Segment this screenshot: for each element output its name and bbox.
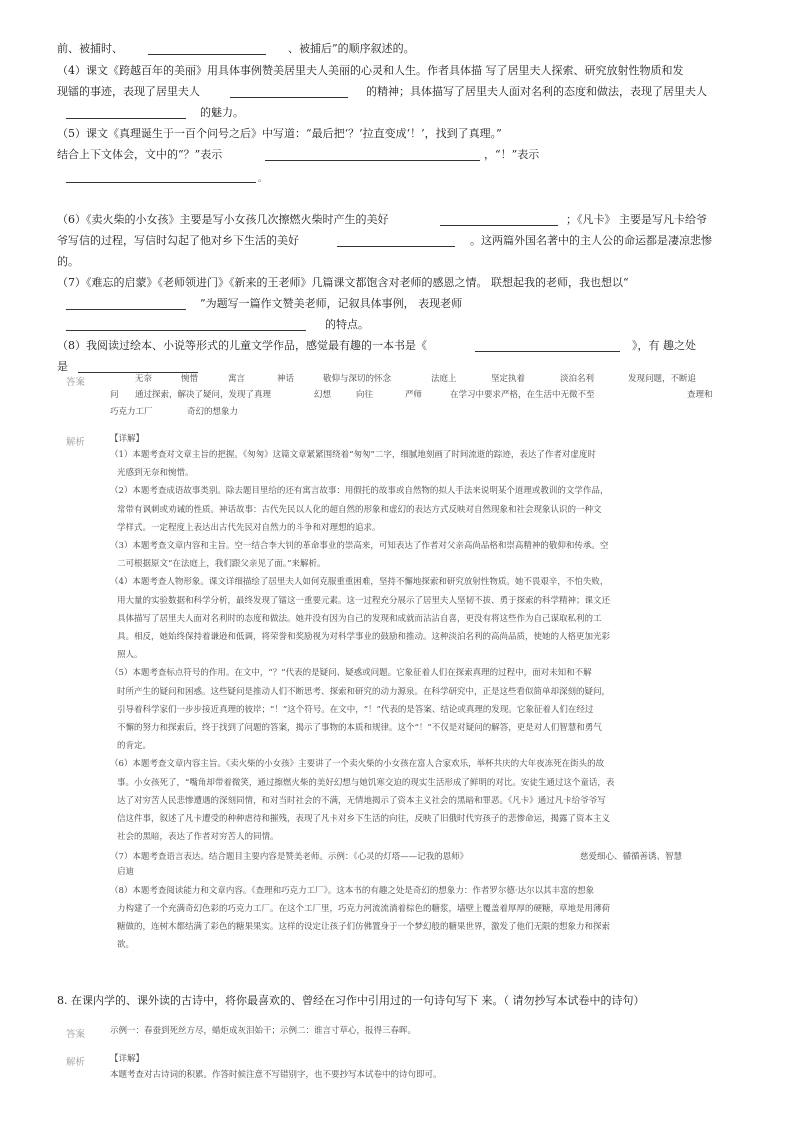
explain-line: 用大量的实验数据和科学分析，最终发现了镭这一重要元素。这一过程充分展示了居里夫人坚韧不拔、勇于探索的科学精神；课文还 [117,595,611,606]
q7-4-line-b: 现镭的事迹，表现了居里夫人 [57,85,200,98]
answer-item: 向往 [356,390,374,400]
blank-6b[interactable] [337,234,455,247]
blank-5a[interactable] [265,148,480,161]
q7-8-line-a: （8）我阅读过绘本、小说等形式的儿童文学作品，感觉最有趣的一本书是《 [57,339,427,352]
answer-item: 幻想 [314,390,332,400]
blank-5b[interactable] [66,170,256,183]
explain-8-line: 糖做的，连树木都结满了彩色的糖果果实。这样的设定让孩子们仿佛置身于一个梦幻般的糖果世界，激发了他们无限的想象力和探索 [117,922,611,932]
explain-line: 事。小女孩死了，“嘴角却带着微笑，通过擦燃火柴的美好幻想与她饥寒交迫的现实生活形成了鲜明的对比。安徒生通过这个童话，表 [117,777,615,788]
answer-item: 通过探索，解决了疑问，发现了真理 [135,390,272,400]
explain-line: （5）本题考查标点符号的作用。在文中，“？”代表的是疑问、疑惑或问题。它象征着人们在探索真理的过程中，面对未知和不解 [110,668,592,679]
explain-line: 社会的黑暗，表达了作者对穷苦人的同情。 [117,832,279,843]
answer-8: 示例一：春蚕到死丝方尽，蜡炬成灰泪始干；示例二：谁言寸草心，报得三春晖。 [110,1026,417,1036]
explain-7b: 慈爱细心、循循善诱、智慧 [580,852,683,862]
q7-7-line-a: （7）《难忘的启蒙》《老师领进门》《新来的王老师》几篇课文都饱含对老师的感恩之情。 联想起我的老师，我也想以“ [57,276,629,289]
answer-item: 在学习中要求严格，在生活中无微不至 [450,390,595,400]
explain-line: 不懈的努力和探索后，终于找到了问题的答案，揭示了事物的本质和规律。这个“！”不仅是对疑问的解答，更是对人们智慧和勇气 [117,723,602,733]
blank-8a[interactable] [475,339,620,352]
explain-7a: （7）本题考查语言表达。结合题目主要内容是赞美老师。示例：《心灵的灯塔——记我的恩师》 [110,852,469,862]
explain-line: 具体描写了居里夫人面对名利时的态度和做法。她并没有因为自己的发现和成就而沾沾自喜，更没有将这些作为自己谋取私利的工 [117,613,602,624]
explain-8-line: 欲。 [117,940,135,950]
answer-item: 发现问题，不断追 [628,374,697,384]
answer-item: 巧克力工厂 [110,407,153,417]
q7-6-line-b: ；《凡卡》 主要是写凡卡给爷 [566,213,707,226]
blank-6a[interactable] [440,213,558,226]
q7-6-line-a: （6）《卖火柴的小女孩》主要是写小女孩几次擦燃火柴时产生的美好 [57,213,389,226]
explain-line: 学样式。一定程度上表达出古代先民对自然力的斗争和对理想的追求。 [117,522,381,533]
q7-5-line-a: （5）课文《真理诞生于一百个问号之后》中写道：“最后把‘？’拉直变成‘！’，找到了真理。” [57,127,502,140]
answer-item: 坚定执着 [491,374,526,384]
q7-6-line-e: 的。 [57,255,79,268]
answer-item: 奇幻的想象力 [187,407,239,417]
blank-7a[interactable] [66,297,186,310]
answer-label: 答案 [66,377,86,388]
explain-line: （4）本题考查人物形象。课文详细描绘了居里夫人如何克服重重困难，坚持不懈地探索和研究放射性物质。她不畏艰辛，不怕失败， [110,577,609,588]
explain-line: 信这件事，叙述了凡卡遭受的种种虐待和摧残，表现了凡卡对乡下生活的向往，反映了旧俄时代穷孩子的悲惨命运，揭露了资本主义 [117,814,611,824]
q7-4-line-d: 的魅力。 [200,106,244,119]
q7-6-line-c: 爷写信的过程，写信时勾起了他对乡下生活的美好 [57,234,299,247]
answer-item: 查理和 [687,390,713,400]
q7-5-line-b: 结合上下文体会，文中的“？”表示 [57,148,223,161]
q7-7-line-c: 的特点。 [325,318,369,331]
q7-line-1a: 前、被捕时、 [57,42,123,55]
answer-item: 问 [110,390,119,400]
explain-7c: 启迪 [117,867,135,877]
explain-line: （2）本题考查成语故事类别。除去题目里给的还有寓言故事：用假托的故事或自然物的拟人手法来说明某个道理或教训的文学作品， [110,486,609,497]
blank-1[interactable] [148,42,266,55]
explain-head: 【详解】 [110,434,145,444]
explain-line: 的肯定。 [117,741,152,752]
q7-5-line-c: ，“！”表示 [484,148,540,161]
explain-line: 引导着科学家们一步步接近真理的彼岸；“！”这个符号。在文中，“！”代表的是答案、结论或真理的发现。它象征着人们在经过 [117,704,594,715]
explain-line: 常带有讽刺或劝诫的性质。神话故事：古代先民以人化的超自然的形象和虚幻的表达方式反映对自然现象和社会现象认识的一种文 [117,504,602,515]
explain-line: 时所产生的疑问和困惑。这些疑问是推动人们不断思考、探索和研究的动力源泉。在科学研究中，正是这些看似简单却深刻的疑问， [117,686,611,697]
explain-label: 解析 [66,437,86,448]
blank-4b[interactable] [66,106,186,119]
question-8: 8. 在课内学的、课外读的古诗中，将你最喜欢的、曾经在习作中引用过的一句诗句写下 来。（ 请勿抄写本试卷中的诗句） [57,994,645,1007]
explain-8: 本题考查对古诗词的积累。作答时候注意不写错别字，也不要抄写本试卷中的诗句即可。 [110,1070,442,1080]
answer-item: 严师 [405,390,423,400]
answer-item: 敬仰与深切的怀念 [323,374,392,384]
blank-8b[interactable] [78,360,198,373]
q7-line-1b: 、被捕后”的顺序叙述的。 [288,42,415,55]
explain-head: 【详解】 [110,1054,145,1064]
q7-4-line-c: 的精神；具体描写了居里夫人面对名利的态度和做法，表现了居里夫人 [366,85,707,98]
q7-6-line-d: 。这两篇外国名著中的主人公的命运都是凄凉悲惨 [470,234,712,247]
explain-line: 具。相反，她始终保持着谦逊和低调，将荣誉和奖励视为对科学事业的鼓励和推动。这种淡泊名利的高尚品质，使她的人格更加光彩 [117,632,611,642]
answer-item: 神话 [277,374,295,384]
explain-line: 达了对穷苦人民悲惨遭遇的深刻同情，和对当时社会的不满，无情地揭示了资本主义社会的黑暗和罪恶。《凡卡》通过凡卡给爷爷写 [117,795,606,806]
q7-4-line-a: （4）课文《跨越百年的美丽》用具体事例赞美居里夫人美丽的心灵和人生。作者具体描 写了居里夫人探索、研究放射性物质和发 [57,64,684,77]
q7-5-line-d: 。 [258,174,267,184]
answer-item: 淡泊名利 [560,374,595,384]
answer-item: 惋惜 [181,374,199,384]
explain-line: 照人。 [117,650,143,661]
answer-item: 寓言 [228,374,246,384]
explain-label: 解析 [66,1057,86,1068]
answer-item: 无奈 [135,374,153,384]
explain-line: （6）本题考查文章内容主旨。《卖火柴的小女孩》主要讲了一个卖火柴的小女孩在富人合家欢乐，举杯共庆的大年夜冻死在街头的故 [110,759,605,770]
explain-line: 二可根据原文“在法庭上，我们跟父亲见了面。”来解析。 [117,559,326,570]
answer-item: 法庭上 [431,374,457,384]
blank-4a[interactable] [230,85,348,98]
explain-line: 光感到无奈和惋惜。 [117,468,194,479]
q7-8-line-b: 》，有 趣之处 [632,339,696,352]
explain-line: （3）本题考查文章内容和主旨。空一结合李大钊的革命事业的崇高来，可知表达了作者对父亲高尚品格和崇高精神的敬仰和传承。空 [110,541,609,551]
explain-8-line: （8）本题考查阅读能力和文章内容。《查理和巧克力工厂》。这本书的有趣之处是奇幻的想象力：作者罗尔德·达尔以其丰富的想象 [110,886,595,896]
explain-8-line: 力构建了一个充满奇幻色彩的巧克力工厂。在这个工厂里，巧克力河流流淌着棕色的糖浆，墙壁上覆盖着厚厚的硬糖，草地是用薄荷 [117,904,611,914]
q7-8-line-c: 是 [57,360,68,373]
explain-line: （1）本题考查对文章主旨的把握。《匆匆》这篇文章紧紧围绕着“匆匆”二字，细腻地刻画了时间流逝的踪迹，表达了作者对虚度时 [110,450,596,460]
answer-label: 答案 [66,1029,86,1040]
q7-7-line-b: ”为题写一篇作文赞美老师，记叙具体事例， 表现老师 [200,297,463,310]
blank-7b[interactable] [66,318,306,331]
